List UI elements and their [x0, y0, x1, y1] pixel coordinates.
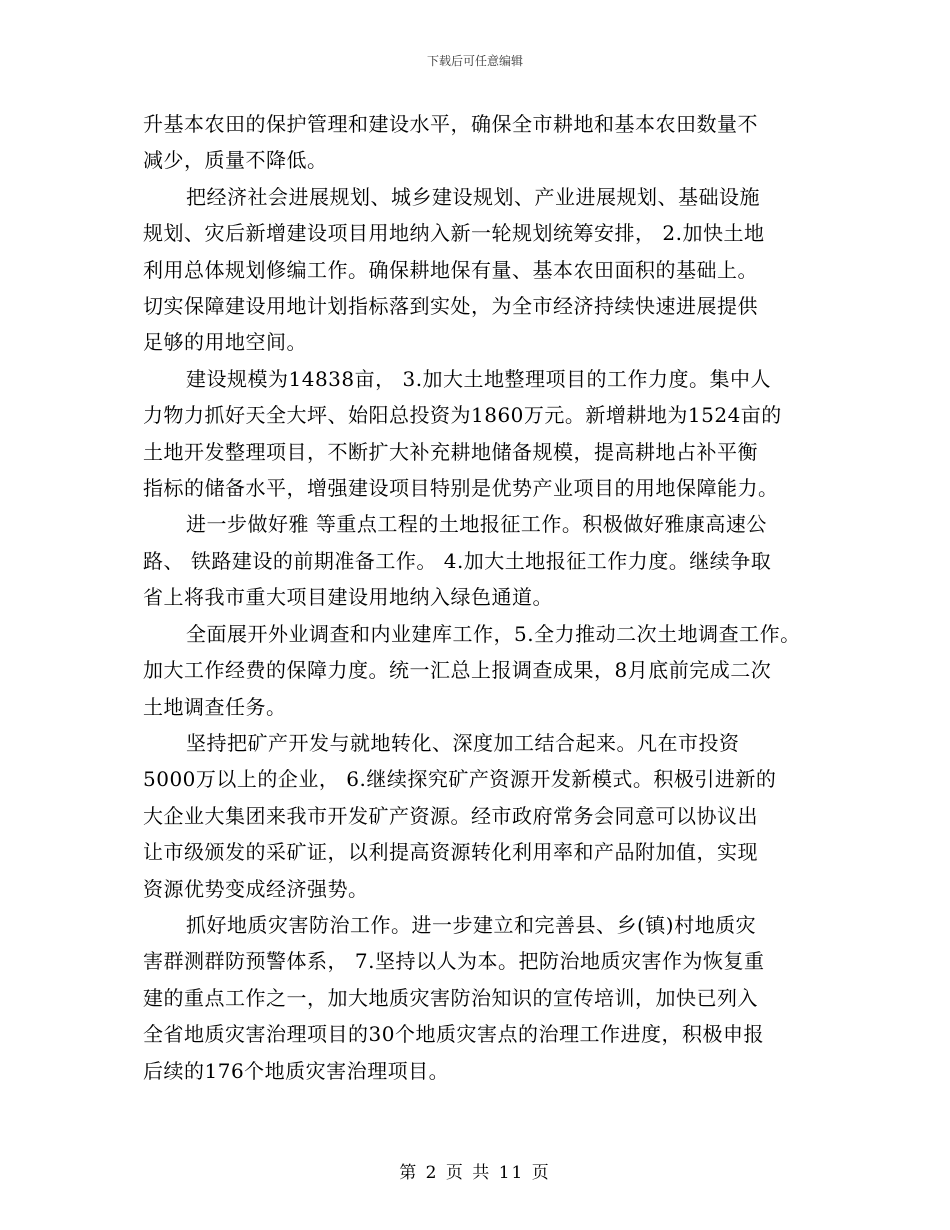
text-line: 切实保障建设用地计划指标落到实处，为全市经济持续快速进展提供	[143, 294, 758, 319]
text-line: 指标的储备水平，增强建设项目特别是优势产业项目的用地保障能力。	[143, 476, 779, 501]
paragraph-2	[143, 179, 833, 361]
text-line: 规划、灾后新增建设项目用地纳入新一轮规划统筹安排， 2.加快土地	[143, 221, 765, 246]
text-line: 抓好地质灾害防治工作。进一步建立和完善县、乡(镇)村地质灾	[186, 912, 757, 937]
text-line: 土地开发整理项目，不断扩大补充耕地储备规模，提高耕地占补平衡	[143, 439, 758, 464]
text-line: 后续的176个地质灾害治理项目。	[143, 1058, 450, 1083]
text-line: 升基本农田的保护管理和建设水平，确保全市耕地和基本农田数量不	[143, 112, 758, 136]
text-line: 5000万以上的企业， 6.继续探究矿产资源开发新模式。积极引进新的	[143, 767, 777, 792]
document-body	[143, 106, 833, 1089]
paragraph-1	[143, 106, 833, 179]
text-line: 资源优势变成经济强势。	[143, 876, 369, 901]
text-line: 坚持把矿产开发与就地转化、深度加工结合起来。凡在市投资	[186, 730, 740, 755]
page-number: 第 2 页 共 11 页	[399, 1163, 551, 1183]
text-line: 利用总体规划修编工作。确保耕地保有量、基本农田面积的基础上。	[143, 257, 758, 282]
text-line: 土地调查任务。	[143, 694, 287, 719]
text-line: 建设规模为14838亩， 3.加大土地整理项目的工作力度。集中人	[186, 366, 772, 391]
text-line: 省上将我市重大项目建设用地纳入绿色通道。	[143, 585, 553, 610]
text-line: 让市级颁发的采矿证，以利提高资源转化利用率和产品附加值，实现	[143, 840, 758, 865]
text-line: 减少，质量不降低。	[143, 148, 328, 173]
paragraph-5	[143, 616, 833, 725]
paragraph-3	[143, 361, 833, 507]
text-line: 全面展开外业调查和内业建库工作，5.全力推动二次土地调查工作。	[186, 621, 801, 646]
text-line: 进一步做好雅 等重点工程的土地报征工作。积极做好雅康高速公	[186, 512, 767, 537]
text-line: 大企业大集团来我市开发矿产资源。经市政府常务会同意可以协议出	[143, 803, 758, 828]
text-line: 害群测群防预警体系， 7.坚持以人为本。把防治地质灾害作为恢复重	[143, 949, 765, 974]
paragraph-4	[143, 506, 833, 615]
text-line: 建的重点工作之一，加大地质灾害防治知识的宣传培训，加快已列入	[143, 985, 758, 1010]
text-line: 把经济社会进展规划、城乡建设规划、产业进展规划、基础设施	[186, 184, 760, 209]
text-line: 全省地质灾害治理项目的30个地质灾害点的治理工作进度，积极申报	[143, 1022, 764, 1047]
text-line: 足够的用地空间。	[143, 330, 307, 355]
text-line: 力物力抓好天全大坪、始阳总投资为1860万元。新增耕地为1524亩的	[143, 403, 782, 428]
text-line: 路、 铁路建设的前期准备工作。 4.加大土地报征工作力度。继续争取	[143, 548, 772, 573]
text-line: 加大工作经费的保障力度。统一汇总上报调查成果，8月底前完成二次	[143, 658, 772, 683]
page-header: 下载后可任意编辑	[426, 54, 523, 68]
paragraph-6	[143, 725, 833, 907]
paragraph-7	[143, 907, 833, 1089]
